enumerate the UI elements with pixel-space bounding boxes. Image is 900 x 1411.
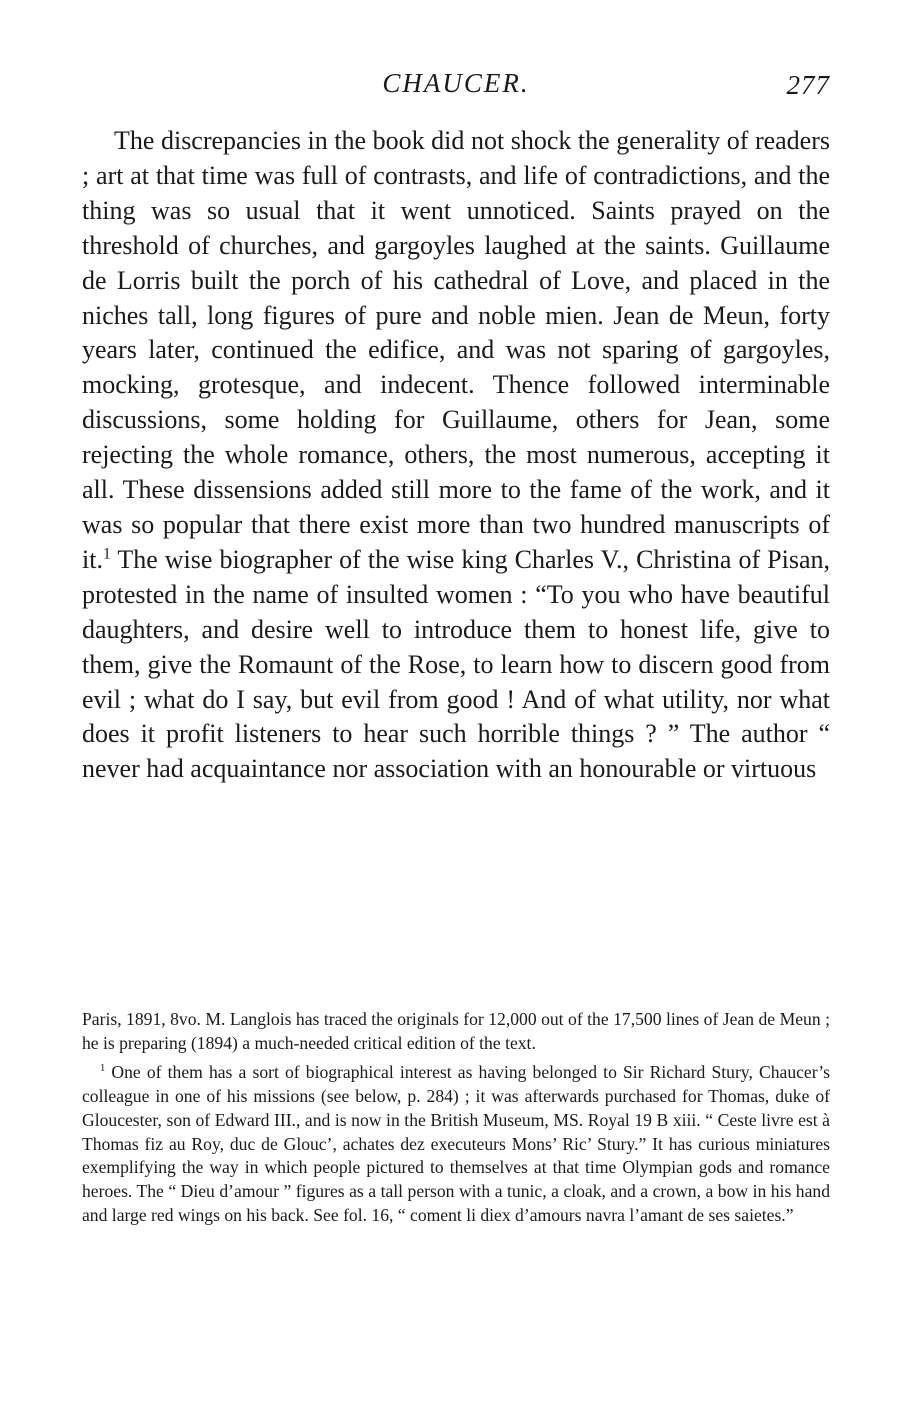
footnote-1 [82,1061,830,1227]
footnotes [82,1008,830,1227]
book-page [82,0,830,1411]
footnote-marker: 1 [100,1063,106,1075]
paragraph-text-part-1: The discrepancies in the book did not shock the generality of readers ; art at that time was full of contrasts, and life of contradictions, and the thing was so usual that it went unnoticed. Saints prayed on the threshold of churches, and gargoyles laughed at the saints. Guillaume de Lorris built the porch of his cathedral of Love, and placed in the niches tall, long figures of pure and noble mien. Jean de Meun, forty years later, continued the edifice, and was not sparing of gargoyles, mocking, grotesque, and indecent. Thence followed interminable discussions, some holding for Guillaume, others for Jean, some rejecting the whole romance, others, the most numerous, accepting it all. These dissensions added still more to the fame of the work, and it was so popular that there exist more than two hundred manuscripts of it. [82,126,830,574]
main-paragraph [82,124,830,787]
page-number: 277 [786,70,830,100]
running-title: CHAUCER. [382,68,530,98]
paragraph-text-part-2: The wise biographer of the wise king Charles V., Christina of Pisan, protested in the name of insulted women : “To you who have beautiful daughters, and desire well to introduce them to honest life, give to them, give the Romaunt of the Rose, to learn how to discern good from evil ; what do I say, but evil from good ! And of what utility, nor what does it profit listeners to hear such horrible things ? ” The author “ never had acquaintance nor association with an honourable or virtuous [82,544,830,784]
running-head [82,68,830,102]
footnote-continued: Paris, 1891, 8vo. M. Langlois has traced the originals for 12,000 out of the 17,500 lines of Jean de Meun ; he is preparing (1894) a much-needed critical edition of the text. [82,1009,830,1053]
footnote-reference: 1 [102,545,111,563]
footnote-1-text: One of them has a sort of biographical interest as having belonged to Sir Richard Stury, Chaucer’s colleague in one of his missions (see below, p. 284) ; it was afterwards purchased for Thomas, duke of Gloucester, son of Edward III., and is now in the British Museum, MS. Royal 19 B xiii. “ Ceste livre est à Thomas fiz au Roy, duc de Glouc’, achates dez executeurs Mons’ Ric’ Stury.” It has curious miniatures exemplifying the way in which people pictured to themselves at that time Olympian gods and romance heroes. The “ Dieu d’amour ” figures as a tall person with a tunic, a cloak, and a crown, a bow in his hand and large red wings on his back. See fol. 16, “ coment li diex d’amours navra l’amant de ses saietes.” [82,1062,830,1225]
